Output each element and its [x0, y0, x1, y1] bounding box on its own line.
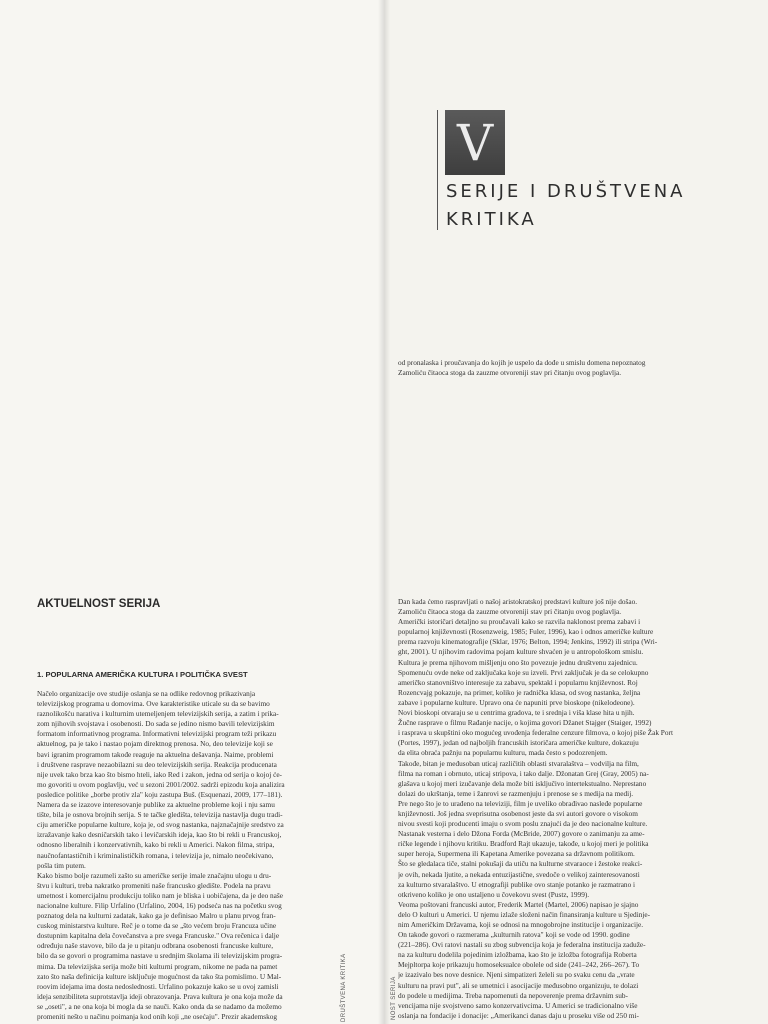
text-line: delo O kulturi u Americi. U njemu izlaže složeni način finansiranja kulture u Sjedinje-: [398, 909, 651, 919]
chapter-title-line: KRITIKA: [446, 209, 537, 230]
text-line: On takođe govori o razmerama „kulturnih ratova" koji se vode od 1990. godine: [398, 930, 630, 940]
text-line: Nastanak vesterna i delo Džona Forda (McBride, 2007) govore o zanimanju za ame-: [398, 829, 645, 839]
text-line: Američki istoričari detaljno su proučavali kako se razvila naklonost prema zabavi i: [398, 617, 641, 627]
text-line: filma na roman i obrnuto, uticaj stripova, i tako dalje. Džonatan Grej (Gray, 2005) na-: [398, 768, 649, 778]
text-line: promeniti nešto u načinu poimanja kod onih koji „ne osećaju". Prezir akademskog: [37, 1012, 278, 1021]
chapter-rule: [437, 110, 438, 230]
text-line: ciju američke popularne kulture, koja je, od svog nastanka, najznačajnije sredstvo za: [37, 820, 284, 830]
text-line: Takođe, bitan je međusoban uticaj različitih oblasti stvaralaštva – vodvilja na film,: [398, 758, 639, 768]
text-line: književnosti. Još jedna sveprisutna osobenost jeste da svi autori govore o visokom: [398, 808, 638, 818]
text-line: kulturu na pravi put", ali se umetnici i asocijacije međusobno organizuju, te dolazi: [398, 980, 639, 990]
text-line: Što se gledalaca tiče, stalni pokušaji da utiču na kulturne stvaraoce i žestoke reakci-: [398, 859, 643, 869]
text-line: Namera da se izazove interesovanje publike za aktuelne probleme koji i nju samu: [37, 800, 275, 810]
right-top-text: [398, 358, 716, 378]
text-line: cuskog ministarstva kulture. Reč je o tome da se „što većem broju Francuza učine: [37, 921, 277, 931]
text-line: Veoma poštovani francuski autor, Frederik Martel (Martel, 2006) napisao je sjajno: [398, 899, 639, 909]
text-line: Kultura je prema njihovom mišljenju ono što povezuje jednu društvenu zajednicu.: [398, 657, 638, 667]
text-line: (Portes, 1997), jedan od najboljih francuskih istoričara američke kulture, dokazuju: [398, 738, 639, 748]
spine-text-left: DRUŠTVENA KRITIKA: [341, 953, 347, 1022]
text-line: formatom informativnog programa. Informativni televizijski program teži prikazu: [37, 729, 277, 739]
text-line: popularnoj književnosti (Rosenzweig, 1985; Fuler, 1996), kao i odnos američke kulture: [398, 627, 654, 637]
text-line: nim Američkim Državama, koji se odnosi na mnogobrojne institucije i organizacije.: [398, 920, 644, 929]
text-line: Mejpltorpa koje prikazuju homoseksualce obolele od side (241–242, 266–267). To: [398, 960, 640, 970]
text-line: prema razvoju kinematografije (Sklar, 1976; Belton, 1994; Jenkins, 1992) ili stripa (Wri-: [398, 637, 658, 647]
text-line: i društvene rasprave nezaobilazni su deo televizijskih serija. Reakcija producenata: [37, 759, 277, 769]
text-line: Novi bioskopi otvaraju se u centrima gradova, te i srednja i viša klase hita u njih.: [398, 708, 635, 718]
text-line: na za kulturu dodelila pojedinim izložbama, kao što je izložba fotografija Roberta: [398, 950, 637, 960]
text-line: Zamoliću čitaoca stoga da zauzme otvoreniji stav pri čitanju ovog poglavlja.: [398, 368, 622, 378]
text-line: otkriveno koliko je ono ustaljeno u čovekovu svest (Pustz, 1999).: [398, 889, 590, 899]
text-line: naučnofantastičnih i kriminalističkih romana, i televizija je, nimalo neočekivano,: [37, 850, 274, 860]
chapter-numeral: V: [456, 113, 494, 172]
text-line: zom njihovih svojstava i osobenosti. Do sada se jedino nismo bavili televizijskim: [37, 719, 275, 729]
text-line: bavi igranim programom takođe reaguje na aktuelna dešavanja. Naime, problemi: [37, 749, 274, 759]
text-line: zabave i popularne kulture. Upravo ona će napuniti prve bioskope (nikelodeone).: [398, 697, 635, 707]
text-line: i rasprava u skupštini oko mogućeg uvođenja federalne cenzure filmova, o kojoj piše Žak Port: [398, 728, 673, 738]
text-line: roovim idejama ima dosta nedoslednosti. Urfalino pokazuje kako se u ovoj zamisli: [37, 981, 279, 991]
text-line: do podele u medijima. Treba napomenuti da nepoverenje prema državnim sub-: [398, 990, 628, 1000]
text-line: zato što naša definicija kulture isključuje mogućnost da tako šta pomislimo. U Mal-: [37, 971, 282, 981]
chapter-title-line: SERIJE I DRUŠTVENA: [446, 181, 686, 202]
text-line: posledice politike „borbe protiv zla" koju zastupa Buš. (Esquenazi, 2009, 177–181).: [37, 789, 283, 799]
text-line: Načelo organizacije ove studije oslanja se na odlike redovnog prikazivanja: [37, 689, 256, 698]
section-title: AKTUELNOST SERIJA: [37, 598, 161, 610]
text-line: Pre nego što je to urađeno na televiziji, film je uveliko obrađivao nasleđe popularne: [398, 798, 643, 808]
text-line: dostupnim kapitalna dela čovečanstva a pre svega Francuske." Ova rečenica i dalje: [37, 931, 280, 941]
text-line: mima. Da televizijska serija može biti kulturni program, nikome ne pada na pamet: [37, 961, 278, 971]
text-line: oslanja na fondacije i donacije: „Amerikanci danas daju u proseku više od 250 mi-: [398, 1010, 639, 1020]
text-line: aktuelnog, pa je tako i nastao pojam direktnog prenosa. No, deo televizije koji se: [37, 739, 273, 749]
text-line: nacionalne kulture. Filip Urfalino (Urfalino, 2004, 16) podseća nas na početku svog: [37, 900, 282, 910]
chapter-number-badge: [445, 110, 505, 175]
text-line: glašava u kojoj meri izučavanje dela može biti isključivo intertekstualno. Neprestano: [398, 778, 647, 788]
text-line: televizijskog programa u domovima. Ove karakteristike uticale su da se bavimo: [37, 699, 270, 709]
text-line: bilo da se govori o programima nastave u srednjim školama ili televizijskim progra-: [37, 951, 283, 961]
text-line: izražavanje kako desničarskih tako i levičarskih ideja, kao što bi rekli u Francuskoj,: [37, 830, 282, 840]
text-line: (221–286). Ovi ratovi nastali su zbog subvencija koja je federalna institucija zadužе-: [398, 940, 646, 950]
text-line: ideja senzibiliteta suprotstavlja ideji obrazovanja. Prava kultura je ona koja može da: [37, 991, 283, 1001]
book-gutter: [378, 0, 390, 1024]
text-line: Žučne rasprave o filmu Rađanje nacije, o kojima govori Džanet Stajger (Staiger, 1992): [398, 718, 652, 728]
text-line: nije uvek tako brza kao što bismo hteli, iako Red i zakon, jedna od serija o kojoj će-: [37, 769, 282, 779]
text-line: da elita obraća pažnju na popularnu kulturu, mada često s podozrenjem.: [398, 748, 608, 758]
text-line: tište, bila je osnova brojnih serija. S te tačke gledišta, televizija nastavlja dugu tradi-: [37, 810, 283, 820]
text-line: Spomenuću ovde neke od zaključaka koje su izveli. Prvi zaključak je da se celokupno: [398, 667, 649, 677]
text-line: umetnost i komercijalnu produkciju toliko nam je bliska i uobičajena, da je deo naše: [37, 890, 284, 900]
text-line: je izazivalo bes nove desnice. Njeni simpatizeri želeli su po svaku cenu da „vrate: [398, 970, 635, 980]
text-line: Rozencvajg pokazuje, na primer, koliko je radnička klasa, od svog nastanka, željna: [398, 687, 641, 697]
text-line: vencijama nije svojstveno samo konzervativcima. U Americi se tradicionalno više: [398, 1000, 638, 1010]
text-line: nivou svesti koji producenti imaju o svom poslu znajući da je deo nacionalne kulture.: [398, 819, 648, 829]
subsection-title: 1. POPULARNA AMERIČKA KULTURA I POLITIČKA SVEST: [37, 670, 248, 679]
text-line: dolazi do ukrštanja, teme i žanrovi se razmenjuju i prenose se s medija na mediј.: [398, 788, 634, 798]
text-line: se „oseti", a ne ona koja bi mogla da se nauči. Kako onda da se nadamo da možemo: [37, 1001, 282, 1011]
spine-text-right: NOST SERIJA: [391, 976, 397, 1020]
text-line: super heroja, Supermena ili Kapetana Amerike povezana sa državnom politikom.: [398, 849, 635, 859]
text-line: ričke legende i njihovu kritiku. Bradford Rajt ukazuje, takođe, u kojoj meri je politika: [398, 839, 649, 849]
text-line: štvu i kulturi, treba nakratko promeniti naše francusko gledište. Podela na pravu: [37, 880, 271, 890]
text-line: Zamoliću čitaoca stoga da zauzme otvoreniji stav pri čitanju ovog poglavlja.: [398, 607, 622, 617]
text-line: za kulturno stvaralaštvo. U etnografiji publike ovo stanje potanko je razmatrano i: [398, 879, 636, 889]
text-line: je ovih, nekada ljutite, a nekada entuzijastične, svedoče o velikoj zainteresovanosti: [398, 869, 640, 879]
text-line: ght, 2001). U njihovim radovima pojam kulture shvaćen je u antropološkom smislu.: [398, 647, 644, 657]
left-body-text: [37, 689, 333, 1022]
text-line: Kako bismo bolje razumeli zašto su američke serije imale značajnu ulogu u dru-: [37, 870, 272, 880]
text-line: mo govoriti u ovom poglavlju, već u sezoni 2001/2002. sadrži epizodu koja analizira: [37, 779, 285, 789]
text-line: poznatog dela na kulturni zadatak, kako ga je definisao Malro u planu prvog fran-: [37, 911, 276, 921]
chapter-title: [446, 178, 746, 234]
text-line: Dan kada ćemo raspravljati o našoj aristokratskoj predstavi kulture još nije došao.: [398, 597, 638, 606]
text-line: od pronalaska i proučavanja do kojih je uspelo da dođe u smislu domena nepoznatog: [398, 358, 646, 367]
right-body-text: [398, 597, 716, 1021]
text-line: američko stanovništvo interesuje za zabavu, spektakl i popularnu književnost. Roj: [398, 677, 638, 687]
text-line: pošla tim putem.: [37, 860, 86, 870]
text-line: raznolikošću narativa i kulturnim utemeljenjem televizijskih serija, a zatim i prika-: [37, 709, 279, 719]
text-line: određuju naše stavove, bilo da je u pitanju odbrana osobenosti francuske kulture,: [37, 941, 274, 951]
text-line: odnosno liberalnih i konzervativnih, kako bi rekli u Americi. Nakon filma, stripa,: [37, 840, 275, 850]
